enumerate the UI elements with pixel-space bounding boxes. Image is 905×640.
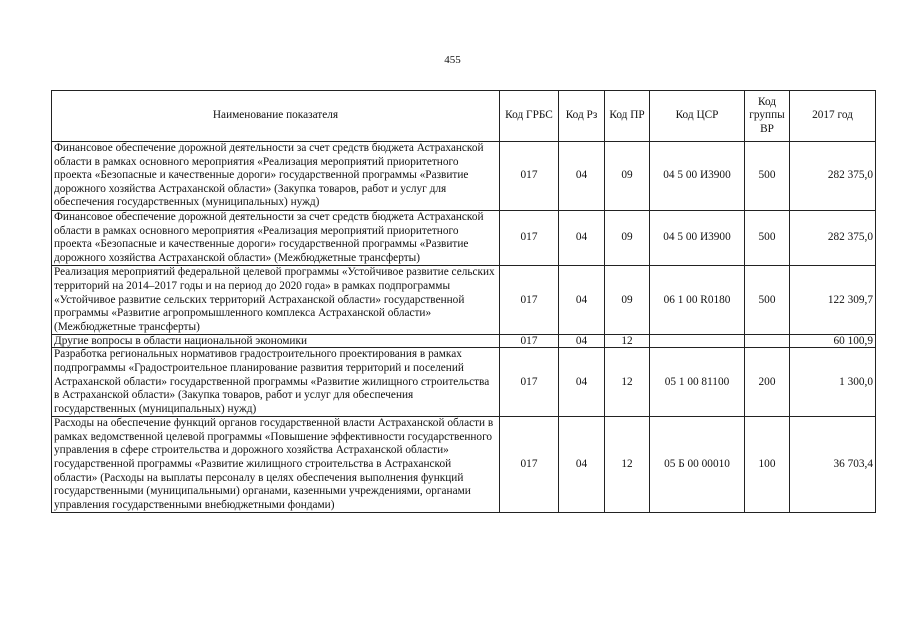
row-vr: 100 — [745, 417, 790, 513]
row-pr: 09 — [605, 210, 650, 265]
table-row — [52, 266, 876, 335]
row-value: 282 375,0 — [790, 210, 876, 265]
row-pr: 12 — [605, 417, 650, 513]
row-pr: 09 — [605, 142, 650, 211]
row-name: Финансовое обеспечение дорожной деятельности за счет средств бюджета Астраханской области в рамках основного мероприятия «Реализация мероприятий приоритетного проекта «Безопасные и качественные дороги» государственной программы «Развитие дорожного хозяйства Астраханской области» (Межбюджетные трансферты) — [52, 210, 500, 265]
row-rz: 04 — [559, 266, 605, 335]
page-number: 455 — [444, 54, 461, 66]
table-row — [52, 417, 876, 513]
row-csr: 06 1 00 R0180 — [650, 266, 745, 335]
row-name: Финансовое обеспечение дорожной деятельности за счет средств бюджета Астраханской области в рамках основного мероприятия «Реализация мероприятий приоритетного проекта «Безопасные и качественные дороги» государственной программы «Развитие дорожного хозяйства Астраханской области» (Закупка товаров, работ и услуг для обеспечения государственных (муниципальных) нужд) — [52, 142, 500, 211]
row-csr: 05 1 00 81100 — [650, 348, 745, 417]
row-value: 282 375,0 — [790, 142, 876, 211]
row-pr: 12 — [605, 335, 650, 348]
row-grbs: 017 — [500, 335, 559, 348]
header-vr: Код группы ВР — [745, 91, 790, 142]
header-grbs: Код ГРБС — [500, 91, 559, 142]
row-csr: 04 5 00 И3900 — [650, 142, 745, 211]
table-row — [52, 210, 876, 265]
row-name: Расходы на обеспечение функций органов государственной власти Астраханской области в рамках ведомственной целевой программы «Повышение эффективности государственного управления в сфере строительства и дорожного хозяйства Астраханской области» государственной программы «Развитие жилищного строительства в Астраханской области» (Расходы на выплаты персоналу в целях обеспечения выполнения функций государственными (муниципальными) органами, казенными учреждениями, органами управления государственными внебюджетными фондами) — [52, 417, 500, 513]
row-vr: 500 — [745, 266, 790, 335]
row-vr — [745, 335, 790, 348]
row-grbs: 017 — [500, 210, 559, 265]
header-csr: Код ЦСР — [650, 91, 745, 142]
header-name: Наименование показателя — [52, 91, 500, 142]
row-value: 60 100,9 — [790, 335, 876, 348]
row-csr: 04 5 00 И3900 — [650, 210, 745, 265]
row-csr: 05 Б 00 00010 — [650, 417, 745, 513]
header-pr: Код ПР — [605, 91, 650, 142]
row-name: Другие вопросы в области национальной экономики — [52, 335, 500, 348]
row-grbs: 017 — [500, 348, 559, 417]
budget-table — [51, 90, 876, 513]
row-grbs: 017 — [500, 142, 559, 211]
row-name: Реализация мероприятий федеральной целевой программы «Устойчивое развитие сельских территорий на 2014–2017 годы и на период до 2020 года» в рамках подпрограммы «Устойчивое развитие сельских территорий Астраханской области» государственной программы «Развитие агропромышленного комплекса Астраханской области» (Межбюджетные трансферты) — [52, 266, 500, 335]
row-rz: 04 — [559, 210, 605, 265]
row-rz: 04 — [559, 335, 605, 348]
header-year: 2017 год — [790, 91, 876, 142]
row-name: Разработка региональных нормативов градостроительного проектирования в рамках подпрограммы «Градостроительное планирование развития территорий и поселений Астраханской области» государственной программы «Развитие жилищного строительства в Астраханской области» (Закупка товаров, работ и услуг для обеспечения государственных (муниципальных) нужд) — [52, 348, 500, 417]
table-row — [52, 142, 876, 211]
row-csr — [650, 335, 745, 348]
row-rz: 04 — [559, 417, 605, 513]
row-grbs: 017 — [500, 417, 559, 513]
row-vr: 500 — [745, 210, 790, 265]
table-row — [52, 348, 876, 417]
row-pr: 12 — [605, 348, 650, 417]
row-value: 1 300,0 — [790, 348, 876, 417]
header-row — [52, 91, 876, 142]
row-grbs: 017 — [500, 266, 559, 335]
row-value: 36 703,4 — [790, 417, 876, 513]
table-row — [52, 335, 876, 348]
row-rz: 04 — [559, 142, 605, 211]
row-vr: 200 — [745, 348, 790, 417]
header-rz: Код Рз — [559, 91, 605, 142]
row-rz: 04 — [559, 348, 605, 417]
row-pr: 09 — [605, 266, 650, 335]
row-value: 122 309,7 — [790, 266, 876, 335]
row-vr: 500 — [745, 142, 790, 211]
